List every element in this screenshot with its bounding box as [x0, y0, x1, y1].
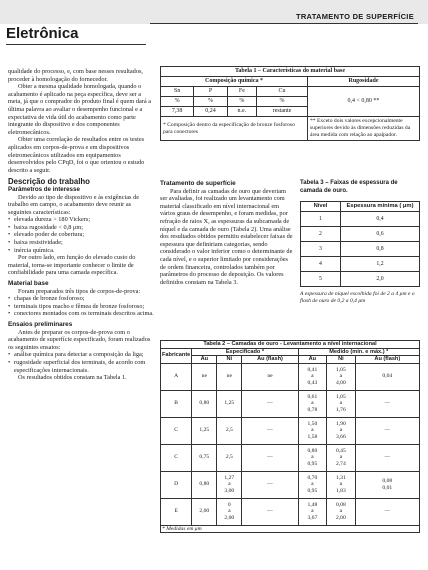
- table-cell: 0,80: [192, 471, 217, 498]
- paragraph: Antes de preparar os corpos-de-prova com o acabamento de superfície especificado, foram realizados os seguintes ensaios:: [8, 328, 151, 351]
- column-middle: [160, 180, 294, 286]
- table-cell: 4: [301, 257, 341, 272]
- specimen-list: [8, 295, 154, 318]
- table-3-header-nivel: Nível: [301, 202, 341, 212]
- heading-parametros: Parâmetros de interesse: [8, 185, 80, 193]
- table-cell: B: [161, 390, 192, 417]
- table-cell: 0,04: [355, 363, 419, 390]
- section-rule: [6, 44, 146, 45]
- unit-cell: %: [257, 97, 308, 107]
- element-cell: Sn: [161, 87, 194, 97]
- heading-ensaios: Ensaios preliminares: [8, 321, 73, 328]
- table-2-note: * Medidas em μm: [161, 525, 420, 533]
- table-1: [160, 66, 420, 141]
- paragraph: Obter uma correlação de resultados entre os testes aplicados em corpos-de-prova e em dispositivos eletromecânicos utilizados em equipamentos desenvolvidos pelo CPqD, foi o que orientou o estudo descrito a seguir.: [8, 136, 145, 174]
- table-cell: 1: [301, 212, 341, 227]
- paragraph: Devido ao tipo de dispositivo e às exigências de trabalho em campo, o acabamento deve reunir as seguintes características:: [8, 193, 140, 216]
- unit-cell: %: [161, 97, 194, 107]
- table-cell: —: [355, 417, 419, 444]
- table-2: [160, 340, 420, 533]
- table-cell: 0,61 a 0,78: [298, 390, 327, 417]
- table-cell: 2: [301, 227, 341, 242]
- table-cell: 1,05 a 1,76: [327, 390, 356, 417]
- table-3-caption: Tabela 3 – Faixas de espessura de camada de ouro.: [300, 180, 398, 194]
- table-cell: —: [242, 471, 298, 498]
- table-cell: 0,75: [192, 444, 217, 471]
- table-cell: 2,5: [217, 417, 242, 444]
- value-cell: n.e.: [227, 107, 256, 117]
- table-cell: 0 a 2,00: [217, 498, 242, 525]
- list-item: • elevada dureza > 180 Vickers;: [8, 216, 154, 224]
- table-row: [161, 390, 420, 417]
- table-2-header-fab: Fabricante: [161, 348, 192, 363]
- tests-list: [8, 351, 154, 374]
- value-cell: restante: [257, 107, 308, 117]
- table-cell: E: [161, 498, 192, 525]
- column-left: [8, 68, 154, 382]
- table-cell: —: [242, 498, 298, 525]
- table-cell: 0,45 a 2,74: [327, 444, 356, 471]
- heading-material: Material base: [8, 280, 49, 288]
- header-rule: [150, 23, 418, 24]
- table-cell: C: [161, 417, 192, 444]
- table-1-header-rug: Rugosidade: [308, 77, 420, 87]
- table-cell: ne: [217, 363, 242, 390]
- paragraph: Para definir as camadas de ouro que deveriam ser avaliadas, foi realizado um levantamento com material classificado em nível internacional em vários graus de desempenho, e foram medidas, por refração de raios X, as espessuras da subcamada de níquel e da camada de ouro (Tabela 2). Uma análise dos resultados obtidos permitiu estabelecer faixas de espessura que definiriam categorias, sendo considerado o valor inferior como o determinante de cada nível, e o superior limitado por considerações de ordem financeira, controlados também por parâmetros do processo de deposição. Os valores definidos constam na Tabela 3.: [160, 187, 293, 286]
- table-cell: 2,0: [341, 272, 420, 287]
- page-header-title: TRATAMENTO DE SUPERFÍCIE: [295, 12, 414, 21]
- element-cell: P: [194, 87, 227, 97]
- table-cell: 0,80 a 0,95: [298, 444, 327, 471]
- table-1-note-1: * Composição dentro da especificação de bronze fosforoso para conectores: [161, 117, 308, 141]
- table-cell: 1,25: [217, 390, 242, 417]
- table-cell: —: [242, 390, 298, 417]
- table-1-caption: Tabela 1 – Características do material base: [161, 67, 420, 77]
- table-cell: 2,5: [217, 444, 242, 471]
- table-cell: 2,00: [192, 498, 217, 525]
- table-cell: ne: [192, 363, 217, 390]
- sub-header: Au: [298, 356, 327, 364]
- table-cell: 0,08 0,01: [355, 471, 419, 498]
- list-item: • terminais tipos macho e fêmea de bronze fosforoso;: [8, 303, 154, 311]
- table-cell: 0,6: [341, 227, 420, 242]
- heading-descricao: Descrição do trabalho: [8, 177, 90, 187]
- characteristics-list: [8, 216, 154, 254]
- sub-header: Au: [192, 356, 217, 364]
- sub-header: Ni: [327, 356, 356, 364]
- table-cell: 1,2: [341, 257, 420, 272]
- table-cell: D: [161, 471, 192, 498]
- table-cell: 0,80: [192, 390, 217, 417]
- sub-header: Au (flash): [355, 356, 419, 364]
- rugosity-value: 0,4 < 0,80 **: [308, 87, 420, 117]
- table-row: [161, 498, 420, 525]
- table-3-note: A espessura de níquel escolhida foi de 2 a 4 μm e o flash de ouro de 0,2 a 0,4 μm: [300, 291, 415, 304]
- table-cell: C: [161, 444, 192, 471]
- table-cell: —: [355, 390, 419, 417]
- list-item: • rugosidade superficial dos terminais, de acordo com especificações internacionais.: [8, 359, 154, 374]
- table-cell: 1,25: [192, 417, 217, 444]
- table-2-body: [161, 363, 420, 525]
- table-cell: 3: [301, 242, 341, 257]
- sub-header: Ni: [217, 356, 242, 364]
- table-2-header-esp: Especificado *: [192, 348, 298, 356]
- table-cell: 0,4: [341, 212, 420, 227]
- table-cell: 0,8: [341, 242, 420, 257]
- value-cell: 7,38: [161, 107, 194, 117]
- heading-tratamento: Tratamento de superfície: [160, 180, 236, 187]
- table-cell: 0,08 a 2,00: [327, 498, 356, 525]
- table-row: [161, 363, 420, 390]
- table-row: [161, 471, 420, 498]
- list-item: • chapas de bronze fosforoso;: [8, 295, 154, 303]
- table-2-header-med: Medido (mín. e máx.) *: [298, 348, 419, 356]
- table-row: [161, 444, 420, 471]
- list-item: • conectores montados com os terminais descritos acima.: [8, 310, 154, 318]
- table-cell: 5: [301, 272, 341, 287]
- sub-header: Au (flash): [242, 356, 298, 364]
- element-cell: Fe: [227, 87, 256, 97]
- element-cell: Cu: [257, 87, 308, 97]
- table-cell: 0,41 a 0,43: [298, 363, 327, 390]
- table-cell: —: [355, 498, 419, 525]
- table-cell: —: [242, 417, 298, 444]
- value-cell: 0,24: [194, 107, 227, 117]
- paragraph: Por outro lado, em função do elevado custo do material, torna-se importante conhecer o limite de confiabilidade para uma camada específica.: [8, 254, 136, 277]
- table-cell: A: [161, 363, 192, 390]
- table-1-header-comp: Composição química *: [161, 77, 308, 87]
- table-cell: 1,31 a 1,83: [327, 471, 356, 498]
- list-item: • inércia química.: [8, 247, 154, 255]
- table-cell: 1,90 a 3,66: [327, 417, 356, 444]
- list-item: • baixa rugosidade < 0,8 μm;: [8, 224, 154, 232]
- paragraph: qualidade do processo, e, com base nesses resultados, proceder à homologação do fornecedor.: [8, 68, 143, 83]
- table-cell: 1,48 a 3,67: [298, 498, 327, 525]
- paragraph: Obter a mesma qualidade homologada, quando o acabamento é aplicado na peça específica, deve ser a meta, já que o comprador do produto final é quem dará a última palavra ao avaliar o desempenho funcional e a expectativa de vida útil do acabamento como parte integrante do dispositivo e dos componentes eletromecânicos.: [8, 83, 152, 136]
- unit-cell: %: [227, 97, 256, 107]
- table-cell: 0,70 a 0,95: [298, 471, 327, 498]
- list-item: • elevado poder de cobertura;: [8, 231, 154, 239]
- paragraph: Os resultados obtidos constam na Tabela 1.: [18, 374, 127, 382]
- table-1-note-2: ** Exceto dois valores excepcionalmente superiores devido às dimensões reduzidas da área medida com relação ao apalpador.: [308, 117, 420, 141]
- table-cell: 1,27 a 3,00: [217, 471, 242, 498]
- table-cell: —: [355, 444, 419, 471]
- table-row: [161, 417, 420, 444]
- table-3: [300, 180, 420, 305]
- list-item: • baixa resistividade;: [8, 239, 154, 247]
- table-cell: —: [242, 444, 298, 471]
- table-cell: 1,50 a 1,58: [298, 417, 327, 444]
- table-cell: ne: [242, 363, 298, 390]
- paragraph: Foram preparados três tipos de corpos-de-prova:: [18, 287, 141, 295]
- table-cell: 1,05 a 4,00: [327, 363, 356, 390]
- table-2-caption: Tabela 2 – Camadas de ouro - Levantamento a nível internacional: [161, 341, 420, 349]
- table-3-header-esp: Espessura mínima ( μm): [341, 202, 420, 212]
- list-item: • análise química para detectar a composição da liga;: [8, 351, 154, 359]
- unit-cell: %: [194, 97, 227, 107]
- section-title: Eletrônica: [6, 25, 79, 42]
